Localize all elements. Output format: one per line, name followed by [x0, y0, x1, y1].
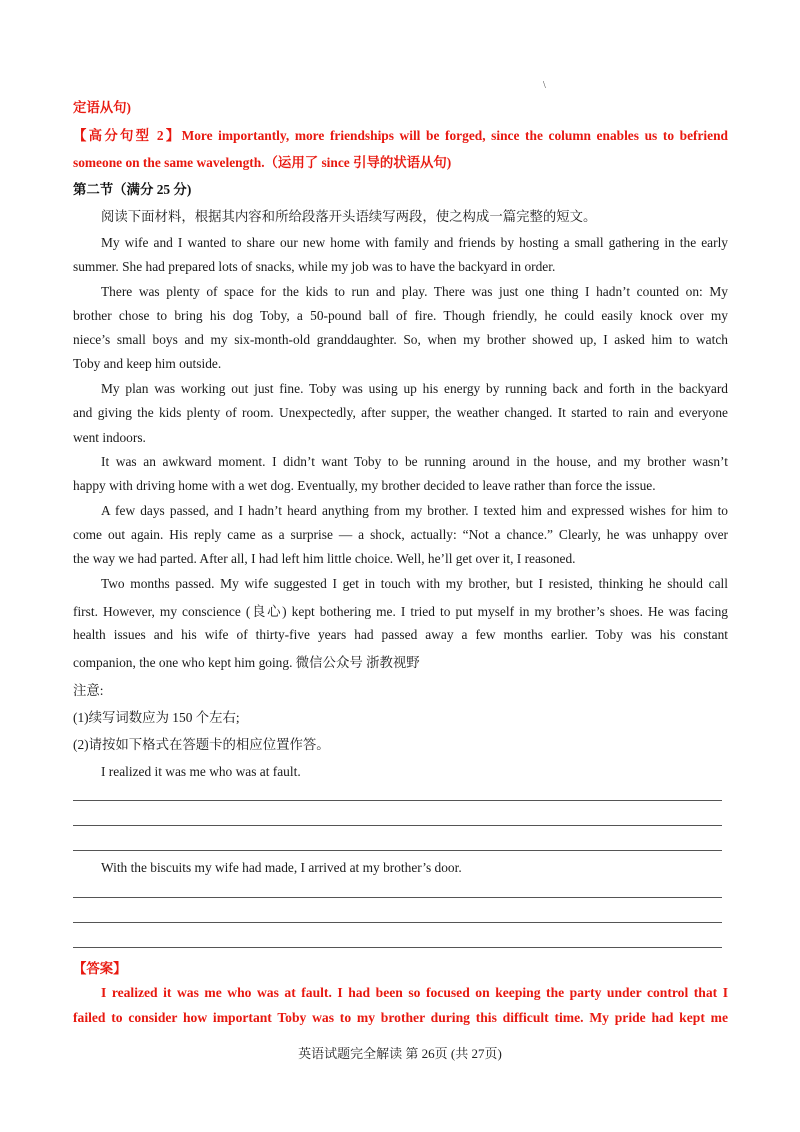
passage-line: brother chose to bring his dog Toby, a 50-pound ball of fire. Though friendly, he could easily knock over my [73, 308, 728, 323]
stray-mark: \ [543, 80, 546, 91]
continuation-prompt-2: With the biscuits my wife had made, I arrived at my brother’s door. [101, 860, 462, 875]
writing-line [73, 897, 722, 898]
passage-line: There was plenty of space for the kids to run and play. There was just one thing I hadn’t counted on: My [101, 284, 728, 299]
passage-line: the way we had parted. After all, I had left him little choice. Well, he’ll get over it, I reasoned. [73, 551, 576, 566]
page-footer: 英语试题完全解读 第 26页 (共 27页) [298, 1046, 502, 1061]
high-score-sentence-line-1: 【高分句型 2】More importantly, more friendships will be forged, since the column enables us to befriend [73, 128, 728, 143]
passage-line: first. However, my conscience (良心) kept bothering me. I tried to put myself in my brother’s shoes. He was facing [73, 604, 728, 619]
answer-line: I realized it was me who was at fault. I had been so focused on keeping the party under control that I [101, 985, 728, 1000]
passage-line: My plan was working out just fine. Toby was using up his energy by running back and forth in the backyard [101, 381, 728, 396]
passage-line: summer. She had prepared lots of snacks, while my job was to have the backyard in order. [73, 259, 556, 274]
passage-line: My wife and I wanted to share our new home with family and friends by hosting a small gathering in the early [101, 235, 728, 250]
passage-line: come out again. His reply came as a surprise — a shock, actually: “Not a chance.” Clearly, he was unhappy over [73, 527, 728, 542]
answer-label: 【答案】 [73, 961, 127, 976]
writing-line [73, 825, 722, 826]
note-heading: 注意: [73, 683, 104, 698]
note-item-2: (2)请按如下格式在答题卡的相应位置作答。 [73, 737, 330, 752]
passage-line: happy with driving home with a wet dog. Eventually, my brother decided to leave rather than force the issue. [73, 478, 656, 493]
passage-line: Two months passed. My wife suggested I get in touch with my brother, but I resisted, thinking he should call [101, 576, 728, 591]
passage-line: went indoors. [73, 430, 146, 445]
passage-line: health issues and his wife of thirty-five years had passed away a few months earlier. Toby was his constant [73, 627, 728, 642]
passage-line: niece’s small boys and my six-month-old granddaughter. So, when my brother showed up, I asked him to watch [73, 332, 728, 347]
writing-line [73, 850, 722, 851]
passage-line: companion, the one who kept him going. 微信公众号 浙教视野 [73, 655, 420, 670]
continuation-prompt-1: I realized it was me who was at fault. [101, 764, 301, 779]
writing-line [73, 922, 722, 923]
writing-line [73, 800, 722, 801]
writing-line [73, 947, 722, 948]
passage-line: and giving the kids plenty of room. Unexpectedly, after supper, the weather changed. It started to rain and everyone [73, 405, 728, 420]
heading-fragment: 定语从句) [73, 100, 132, 115]
section-title: 第二节（满分 25 分) [73, 182, 192, 197]
passage-line: It was an awkward moment. I didn’t want Toby to be running around in the house, and my brother wasn’t [101, 454, 728, 469]
passage-line: A few days passed, and I hadn’t heard anything from my brother. I texted him and expressed wishes for him to [101, 503, 728, 518]
high-score-sentence-line-2: someone on the same wavelength.（运用了 since 引导的状语从句) [73, 155, 452, 170]
answer-line: failed to consider how important Toby was to my brother during this difficult time. My pride had kept me [73, 1010, 728, 1025]
instruction-text: 阅读下面材料，根据其内容和所给段落开头语续写两段，使之构成一篇完整的短文。 [101, 209, 597, 224]
passage-line: Toby and keep him outside. [73, 356, 222, 371]
note-item-1: (1)续写词数应为 150 个左右; [73, 710, 240, 725]
